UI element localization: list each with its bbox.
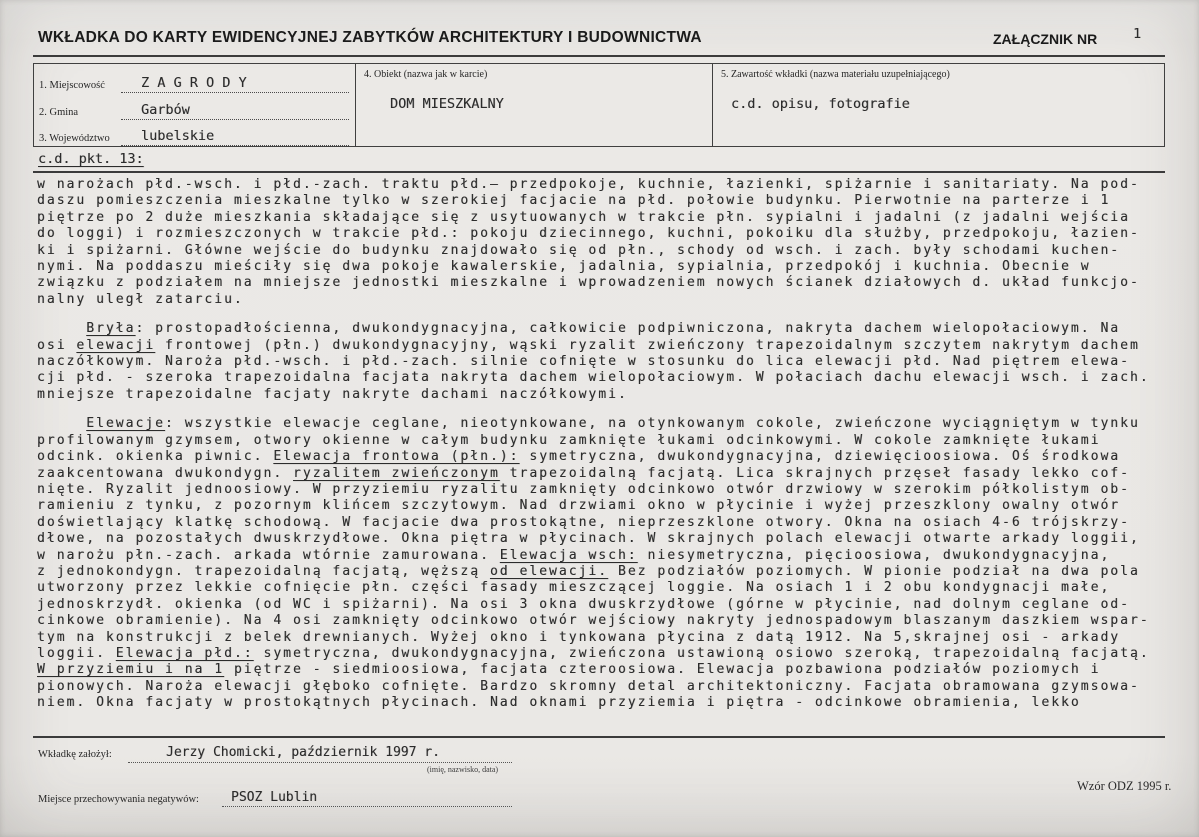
contents-value: c.d. opisu, fotografie <box>731 96 910 112</box>
field-value: lubelskie <box>121 128 349 146</box>
form-cell-location <box>34 64 356 146</box>
field-label: 2. Gmina <box>39 106 79 118</box>
field-label: 1. Miejscowość <box>39 80 105 92</box>
contents-label: 5. Zawartość wkładki (nazwa materiału uzupełniającego) <box>721 69 950 80</box>
footer-rule <box>33 736 1165 738</box>
field-wojewodztwo <box>39 120 349 146</box>
attachment-number: 1 <box>1133 26 1142 42</box>
form-version-note: Wzór ODZ 1995 r. <box>1077 779 1172 793</box>
negatives-label: Miejsce przechowywania negatywów: <box>38 794 199 805</box>
field-value: Z A G R O D Y <box>121 75 349 93</box>
form-cell-contents <box>713 64 1164 146</box>
negatives-value: PSOZ Lublin <box>231 790 318 805</box>
object-value: DOM MIESZKALNY <box>390 96 504 112</box>
founder-signature: Jerzy Chomicki, październik 1997 r. <box>166 745 440 760</box>
header-rule <box>33 55 1165 57</box>
paragraph-bryla: Bryła: prostopadłościenna, dwukondygnacyjna, całkowicie podpiwniczona, nakryta dachem wielopołaciowym. Na osi elewacji frontowej (płn.) dwukondygnacyjny, wąski ryzalit zwieńczony trapezoidalnym szczytem nakrytym dachem naczółkowym. Naroża płd.-wsch. i płd.-zach. silnie cofnięte w stosunku do lica elewacji płd. Nad piętrem elewa- cji płd. - szeroka trapezoidalna facjata nakryta dachem wielopołaciowym. W połaciach dachu elewacji wsch. i zach. mniejsze trapezoidalne facjaty nakryte dachami naczółkowymi. <box>37 321 1150 402</box>
form-cell-object <box>356 64 713 146</box>
attachment-label: ZAŁĄCZNIK NR <box>993 31 1098 47</box>
founder-label: Wkładkę założył: <box>38 749 112 760</box>
field-label: 3. Województwo <box>39 132 110 144</box>
section-heading: c.d. pkt. 13: <box>38 151 144 167</box>
section-rule <box>33 171 1165 173</box>
field-gmina <box>39 93 349 119</box>
page-title: WKŁADKA DO KARTY EWIDENCYJNEJ ZABYTKÓW ARCHITEKTURY I BUDOWNICTWA <box>38 29 702 46</box>
field-miejscowosc <box>39 67 349 93</box>
form-table <box>33 63 1165 147</box>
paragraph-functional-layout: w narożach płd.-wsch. i płd.-zach. traktu płd.— przedpokoje, kuchnie, łazienki, spiżarnie i sanitariaty. Na pod- daszu pomieszczenia mieszkalne tylko w szerokiej facjacie na płd. połowie budynku. Pierwotnie na parterze i 1 piętrze po 2 duże mieszkania składające się z usytuowanych w trakcie płn. sypialni i jadalni (z jadalni wejścia do loggi) i rozmieszczonych w trakcie płd.: pokoju dziecinnego, kuchni, pokoiku dla służby, przedpokoju, łazien- ki i spiżarni. Główne wejście do budynku znajdowało się od płn., schody od wsch. i zach. były schodami kuchen- nymi. Na poddaszu mieściły się dwa pokoje kawalerskie, jadalnia, sypialnia, przedpokój i kuchnia. Obecnie w związku z podziałem na mniejsze jednostki mieszkalne i wprowadzeniem nowych ścianek działowych d. układ funkcjo- nalny uległ zatarciu. <box>37 177 1140 307</box>
field-value: Garbów <box>121 102 349 120</box>
object-label: 4. Obiekt (nazwa jak w karcie) <box>364 69 488 80</box>
description-text <box>37 177 1169 712</box>
signature-hint: (imię, nazwisko, data) <box>427 765 499 774</box>
paragraph-elewacje: Elewacje: wszystkie elewacje ceglane, nieotynkowane, na otynkowanym cokole, zwieńczone wyciągniętym w tynku profilowanym gzymsem, otwory okienne w całym budynku zamknięte łukami odcinkowymi. W cokole zamknięte łukami odcink. okienka piwnic. Elewacja frontowa (płn.): symetryczna, dwukondygnacyjna, dziewięcioosiowa. Oś środkowa zaakcentowana dwukondygn. ryzalitem zwieńczonym trapezoidalną facjatą. Lica skrajnych przęseł fasady lekko cof- nięte. Ryzalit jednoosiowy. W przyziemiu ryzalitu zamknięty odcinkowo otwór drzwiowy w szerokim półkolistym ob- ramieniu z tynku, z pozornym klińcem szczytowym. Nad drzwiami okno w płycinie i wyżej przeszklony owalny otwór doświetlający klatkę schodową. W facjacie dwa prostokątne, nieprzeszklone otwory. Okna na osiach 4-6 trójskrzy- dłowe, na pozostałych dwuskrzydłowe. Okna piętra w płycinach. W skrajnych polach elewacji otwarte arkady loggii, w narożu płn.-zach. arkada wtórnie zamurowana. Elewacja wsch: niesymetryczna, pięcioosiowa, dwukondygnacyjna, z jednokondygn. trapezoidalną facjatą, węższą od elewacji. Bez podziałów poziomych. W pionie podział na dwa pola utworzony przez lekkie cofnięcie płn. części fasady mieszczącej loggie. Na osiach 1 i 2 obu kondygnacji małe, jednoskrzydł. okienka (od WC i spiżarni). Na osi 3 okna dwuskrzydłowe (górne w płycinie, nad dolnym ceglane od- cinkowe obramienie). Na 4 osi zamknięty odcinkowo otwór wejściowy nakryty jednospadowym blaszanym daszkiem wspar- tym na konstrukcji z belek drewnianych. Wyżej okno i tynkowana płycina z datą 1912. Na 5,skrajnej osi - arkady loggii. Elewacja płd.: symetryczna, dwukondygnacyjna, zwieńczona ustawioną osiowo szeroką, trapezoidalną facjatą. W przyziemiu i na 1 piętrze - siedmioosiowa, facjata czteroosiowa. Elewacja pozbawiona podziałów poziomych i pionowych. Naroża elewacji głęboko cofnięte. Bardzo skromny detal architektoniczny. Facjata obramowana gzymsowa- niem. Okna facjaty w prostokątnych płycinach. Nad oknami przyziemia i piętra - odcinkowe obramienia, lekko <box>37 416 1150 711</box>
